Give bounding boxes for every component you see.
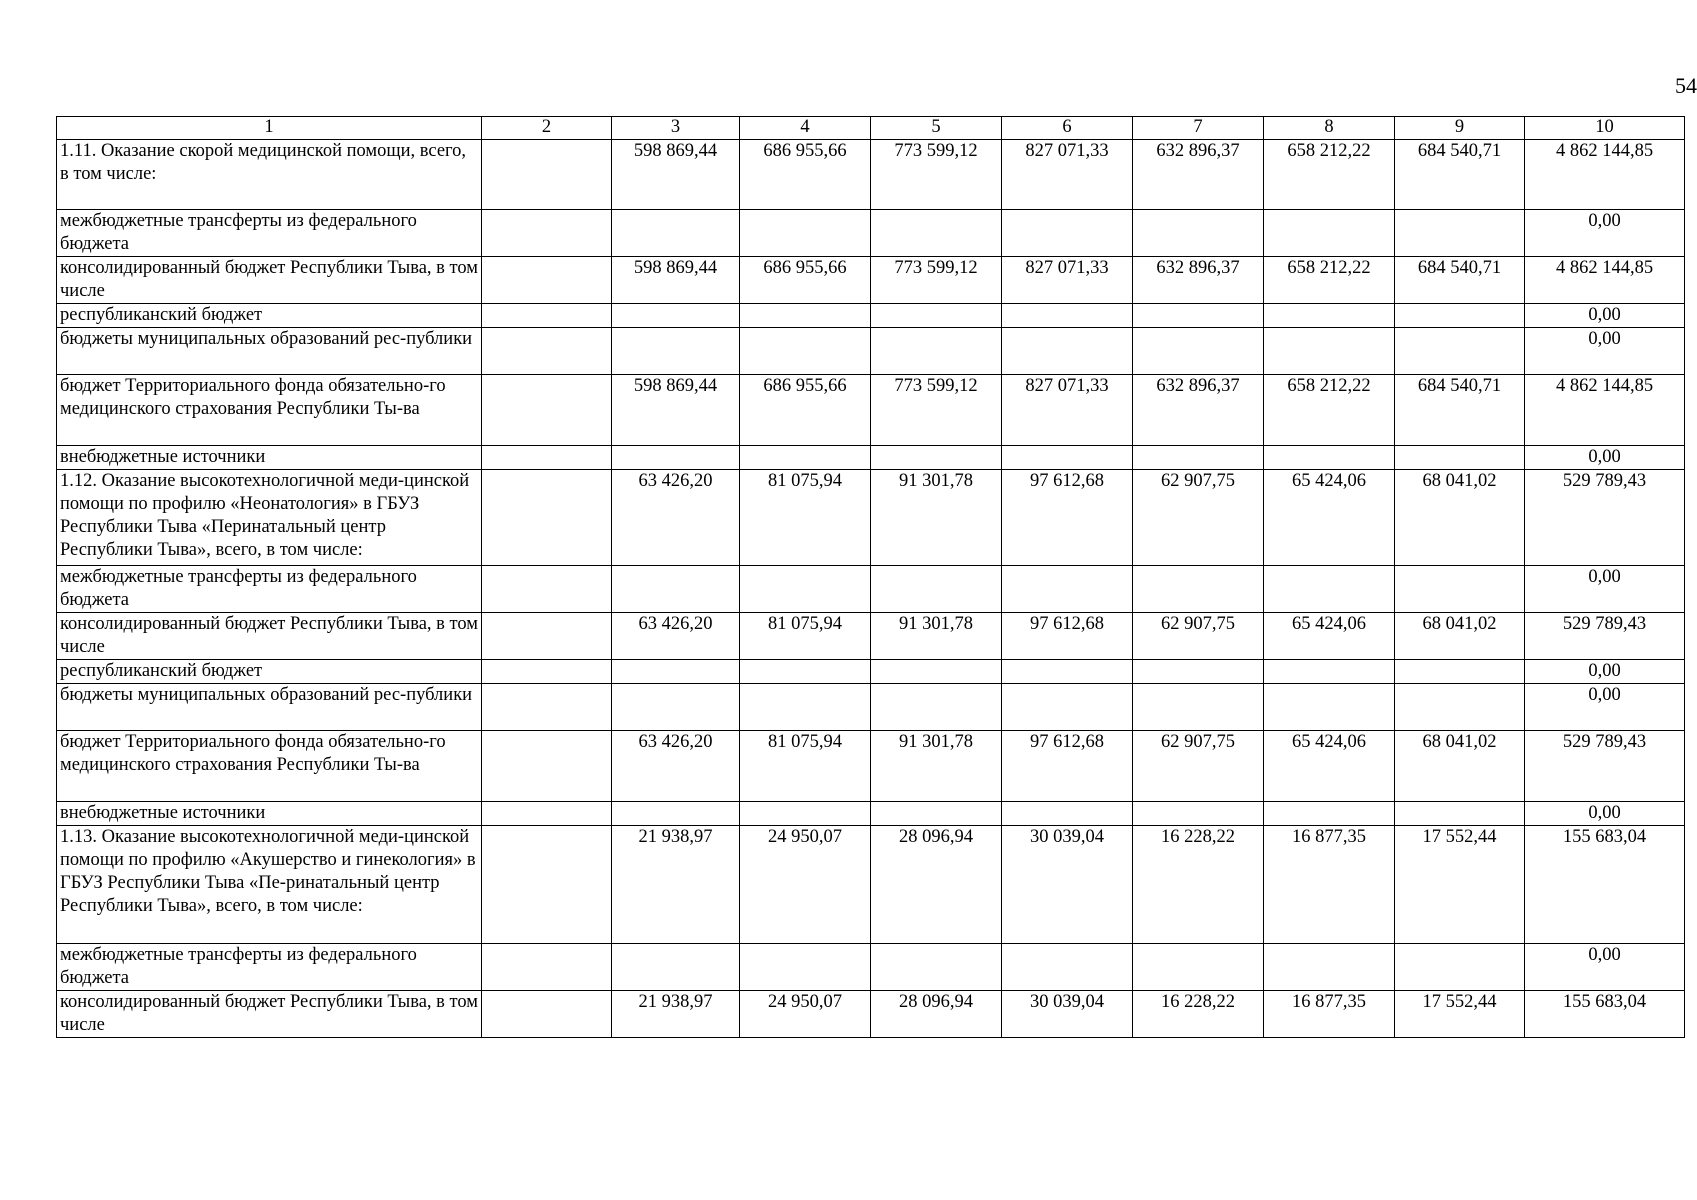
year-value-cell — [871, 304, 1002, 328]
year-value-cell — [1264, 684, 1395, 731]
year-value-cell: 632 896,37 — [1133, 257, 1264, 304]
year-value-cell — [612, 446, 740, 470]
table-row — [57, 731, 1685, 802]
year-value-cell: 68 041,02 — [1395, 731, 1525, 802]
row-col-2 — [482, 826, 612, 944]
year-value-cell: 684 540,71 — [1395, 375, 1525, 446]
row-description: 1.13. Оказание высокотехнологичной меди-цинской помощи по профилю «Акушерство и гинекология» в ГБУЗ Республики Тыва «Пе-ринатальный центр Республики Тыва», всего, в том числе: — [57, 826, 482, 944]
year-value-cell: 16 228,22 — [1133, 991, 1264, 1038]
year-value-cell — [740, 446, 871, 470]
year-value-cell: 91 301,78 — [871, 613, 1002, 660]
row-col-2 — [482, 613, 612, 660]
year-value-cell — [740, 944, 871, 991]
year-value-cell — [1395, 328, 1525, 375]
year-value-cell — [740, 566, 871, 613]
total-cell: 529 789,43 — [1525, 731, 1685, 802]
year-value-cell — [871, 566, 1002, 613]
row-col-2 — [482, 257, 612, 304]
row-col-2 — [482, 991, 612, 1038]
year-value-cell — [1395, 304, 1525, 328]
header-cell-4: 4 — [740, 117, 871, 140]
total-cell: 0,00 — [1525, 684, 1685, 731]
page-number: 54 — [1675, 73, 1697, 98]
table-row — [57, 210, 1685, 257]
total-cell: 0,00 — [1525, 210, 1685, 257]
row-col-2 — [482, 140, 612, 210]
year-value-cell: 65 424,06 — [1264, 613, 1395, 660]
table-row — [57, 566, 1685, 613]
row-description: консолидированный бюджет Республики Тыва, в том числе — [57, 991, 482, 1038]
year-value-cell: 81 075,94 — [740, 470, 871, 566]
year-value-cell — [1264, 446, 1395, 470]
year-value-cell: 686 955,66 — [740, 375, 871, 446]
year-value-cell — [1133, 566, 1264, 613]
year-value-cell: 598 869,44 — [612, 140, 740, 210]
year-value-cell: 17 552,44 — [1395, 826, 1525, 944]
table-row — [57, 328, 1685, 375]
year-value-cell: 97 612,68 — [1002, 731, 1133, 802]
row-col-2 — [482, 446, 612, 470]
year-value-cell — [1264, 944, 1395, 991]
header-cell-5: 5 — [871, 117, 1002, 140]
total-cell: 0,00 — [1525, 660, 1685, 684]
year-value-cell: 21 938,97 — [612, 826, 740, 944]
year-value-cell: 65 424,06 — [1264, 731, 1395, 802]
year-value-cell — [612, 304, 740, 328]
table-row — [57, 446, 1685, 470]
year-value-cell — [1264, 304, 1395, 328]
year-value-cell — [1133, 304, 1264, 328]
year-value-cell: 632 896,37 — [1133, 140, 1264, 210]
row-col-2 — [482, 375, 612, 446]
table-row — [57, 375, 1685, 446]
header-cell-3: 3 — [612, 117, 740, 140]
year-value-cell — [1002, 210, 1133, 257]
year-value-cell: 81 075,94 — [740, 613, 871, 660]
year-value-cell: 24 950,07 — [740, 826, 871, 944]
year-value-cell: 16 228,22 — [1133, 826, 1264, 944]
total-cell: 155 683,04 — [1525, 826, 1685, 944]
year-value-cell — [871, 660, 1002, 684]
year-value-cell: 63 426,20 — [612, 470, 740, 566]
year-value-cell — [871, 446, 1002, 470]
row-description: республиканский бюджет — [57, 304, 482, 328]
year-value-cell: 658 212,22 — [1264, 375, 1395, 446]
year-value-cell — [1133, 944, 1264, 991]
total-cell: 0,00 — [1525, 566, 1685, 613]
year-value-cell: 91 301,78 — [871, 470, 1002, 566]
table-row — [57, 991, 1685, 1038]
year-value-cell: 63 426,20 — [612, 731, 740, 802]
header-cell-10: 10 — [1525, 117, 1685, 140]
row-col-2 — [482, 731, 612, 802]
year-value-cell — [740, 328, 871, 375]
year-value-cell: 62 907,75 — [1133, 470, 1264, 566]
year-value-cell: 773 599,12 — [871, 140, 1002, 210]
year-value-cell: 68 041,02 — [1395, 470, 1525, 566]
year-value-cell — [1002, 802, 1133, 826]
year-value-cell — [1264, 660, 1395, 684]
header-cell-8: 8 — [1264, 117, 1395, 140]
year-value-cell — [1395, 802, 1525, 826]
total-cell: 529 789,43 — [1525, 613, 1685, 660]
year-value-cell — [871, 328, 1002, 375]
year-value-cell: 658 212,22 — [1264, 140, 1395, 210]
header-cell-9: 9 — [1395, 117, 1525, 140]
year-value-cell — [1264, 566, 1395, 613]
year-value-cell: 68 041,02 — [1395, 613, 1525, 660]
year-value-cell: 97 612,68 — [1002, 470, 1133, 566]
row-description: республиканский бюджет — [57, 660, 482, 684]
row-col-2 — [482, 802, 612, 826]
budget-table — [56, 116, 1685, 1038]
year-value-cell — [1133, 446, 1264, 470]
row-description: межбюджетные трансферты из федерального бюджета — [57, 944, 482, 991]
year-value-cell: 684 540,71 — [1395, 257, 1525, 304]
year-value-cell — [871, 684, 1002, 731]
table-row — [57, 304, 1685, 328]
year-value-cell — [612, 328, 740, 375]
total-cell: 0,00 — [1525, 446, 1685, 470]
year-value-cell: 97 612,68 — [1002, 613, 1133, 660]
header-cell-2: 2 — [482, 117, 612, 140]
year-value-cell — [1002, 684, 1133, 731]
year-value-cell — [1395, 566, 1525, 613]
year-value-cell — [1002, 304, 1133, 328]
header-cell-6: 6 — [1002, 117, 1133, 140]
row-col-2 — [482, 566, 612, 613]
row-description: 1.12. Оказание высокотехнологичной меди-цинской помощи по профилю «Неонатология» в ГБУЗ Республики Тыва «Перинатальный центр Республики Тыва», всего, в том числе: — [57, 470, 482, 566]
row-col-2 — [482, 684, 612, 731]
year-value-cell — [871, 210, 1002, 257]
year-value-cell: 24 950,07 — [740, 991, 871, 1038]
total-cell: 4 862 144,85 — [1525, 140, 1685, 210]
year-value-cell — [1133, 802, 1264, 826]
row-description: консолидированный бюджет Республики Тыва, в том числе — [57, 613, 482, 660]
year-value-cell: 773 599,12 — [871, 375, 1002, 446]
year-value-cell — [1002, 446, 1133, 470]
row-description: бюджеты муниципальных образований рес-публики — [57, 328, 482, 375]
row-col-2 — [482, 210, 612, 257]
header-row — [57, 117, 1685, 140]
year-value-cell: 17 552,44 — [1395, 991, 1525, 1038]
year-value-cell: 62 907,75 — [1133, 731, 1264, 802]
year-value-cell: 598 869,44 — [612, 375, 740, 446]
year-value-cell: 827 071,33 — [1002, 140, 1133, 210]
row-col-2 — [482, 470, 612, 566]
year-value-cell: 773 599,12 — [871, 257, 1002, 304]
year-value-cell: 30 039,04 — [1002, 991, 1133, 1038]
year-value-cell — [1264, 210, 1395, 257]
year-value-cell: 81 075,94 — [740, 731, 871, 802]
year-value-cell — [740, 304, 871, 328]
year-value-cell — [1264, 802, 1395, 826]
year-value-cell: 16 877,35 — [1264, 991, 1395, 1038]
row-description: 1.11. Оказание скорой медицинской помощи, всего, в том числе: — [57, 140, 482, 210]
year-value-cell — [740, 210, 871, 257]
year-value-cell — [1133, 210, 1264, 257]
year-value-cell: 63 426,20 — [612, 613, 740, 660]
total-cell: 0,00 — [1525, 304, 1685, 328]
year-value-cell: 684 540,71 — [1395, 140, 1525, 210]
year-value-cell: 632 896,37 — [1133, 375, 1264, 446]
year-value-cell: 28 096,94 — [871, 991, 1002, 1038]
total-cell: 529 789,43 — [1525, 470, 1685, 566]
row-description: бюджет Территориального фонда обязательно-го медицинского страхования Республики Ты-ва — [57, 731, 482, 802]
year-value-cell — [871, 802, 1002, 826]
table-row — [57, 802, 1685, 826]
total-cell: 4 862 144,85 — [1525, 375, 1685, 446]
row-col-2 — [482, 944, 612, 991]
year-value-cell: 21 938,97 — [612, 991, 740, 1038]
year-value-cell: 28 096,94 — [871, 826, 1002, 944]
year-value-cell: 658 212,22 — [1264, 257, 1395, 304]
year-value-cell — [1133, 328, 1264, 375]
year-value-cell: 827 071,33 — [1002, 375, 1133, 446]
row-col-2 — [482, 660, 612, 684]
header-cell-1: 1 — [57, 117, 482, 140]
year-value-cell — [871, 944, 1002, 991]
total-cell: 4 862 144,85 — [1525, 257, 1685, 304]
year-value-cell — [612, 660, 740, 684]
year-value-cell — [612, 944, 740, 991]
year-value-cell — [612, 210, 740, 257]
row-description: внебюджетные источники — [57, 446, 482, 470]
year-value-cell — [1133, 684, 1264, 731]
table-row — [57, 684, 1685, 731]
year-value-cell — [1395, 446, 1525, 470]
year-value-cell — [1002, 944, 1133, 991]
row-description: бюджеты муниципальных образований рес-публики — [57, 684, 482, 731]
row-description: внебюджетные источники — [57, 802, 482, 826]
row-col-2 — [482, 304, 612, 328]
year-value-cell — [740, 684, 871, 731]
year-value-cell: 16 877,35 — [1264, 826, 1395, 944]
year-value-cell: 65 424,06 — [1264, 470, 1395, 566]
year-value-cell — [1133, 660, 1264, 684]
table-row — [57, 613, 1685, 660]
row-description: межбюджетные трансферты из федерального бюджета — [57, 210, 482, 257]
year-value-cell — [740, 802, 871, 826]
total-cell: 0,00 — [1525, 802, 1685, 826]
row-description: бюджет Территориального фонда обязательно-го медицинского страхования Республики Ты-ва — [57, 375, 482, 446]
year-value-cell — [1395, 660, 1525, 684]
year-value-cell: 598 869,44 — [612, 257, 740, 304]
year-value-cell — [612, 566, 740, 613]
table-row — [57, 470, 1685, 566]
total-cell: 0,00 — [1525, 328, 1685, 375]
table-row — [57, 140, 1685, 210]
total-cell: 0,00 — [1525, 944, 1685, 991]
year-value-cell: 30 039,04 — [1002, 826, 1133, 944]
year-value-cell — [1395, 210, 1525, 257]
year-value-cell — [612, 684, 740, 731]
year-value-cell — [612, 802, 740, 826]
year-value-cell — [1264, 328, 1395, 375]
year-value-cell — [1002, 328, 1133, 375]
year-value-cell — [1002, 566, 1133, 613]
year-value-cell — [1002, 660, 1133, 684]
year-value-cell: 91 301,78 — [871, 731, 1002, 802]
year-value-cell: 686 955,66 — [740, 140, 871, 210]
header-cell-7: 7 — [1133, 117, 1264, 140]
row-description: консолидированный бюджет Республики Тыва, в том числе — [57, 257, 482, 304]
year-value-cell — [1395, 944, 1525, 991]
table-row — [57, 257, 1685, 304]
table-row — [57, 944, 1685, 991]
row-description: межбюджетные трансферты из федерального бюджета — [57, 566, 482, 613]
year-value-cell: 827 071,33 — [1002, 257, 1133, 304]
table-row — [57, 826, 1685, 944]
year-value-cell: 62 907,75 — [1133, 613, 1264, 660]
row-col-2 — [482, 328, 612, 375]
year-value-cell: 686 955,66 — [740, 257, 871, 304]
year-value-cell — [1395, 684, 1525, 731]
total-cell: 155 683,04 — [1525, 991, 1685, 1038]
year-value-cell — [740, 660, 871, 684]
table-row — [57, 660, 1685, 684]
